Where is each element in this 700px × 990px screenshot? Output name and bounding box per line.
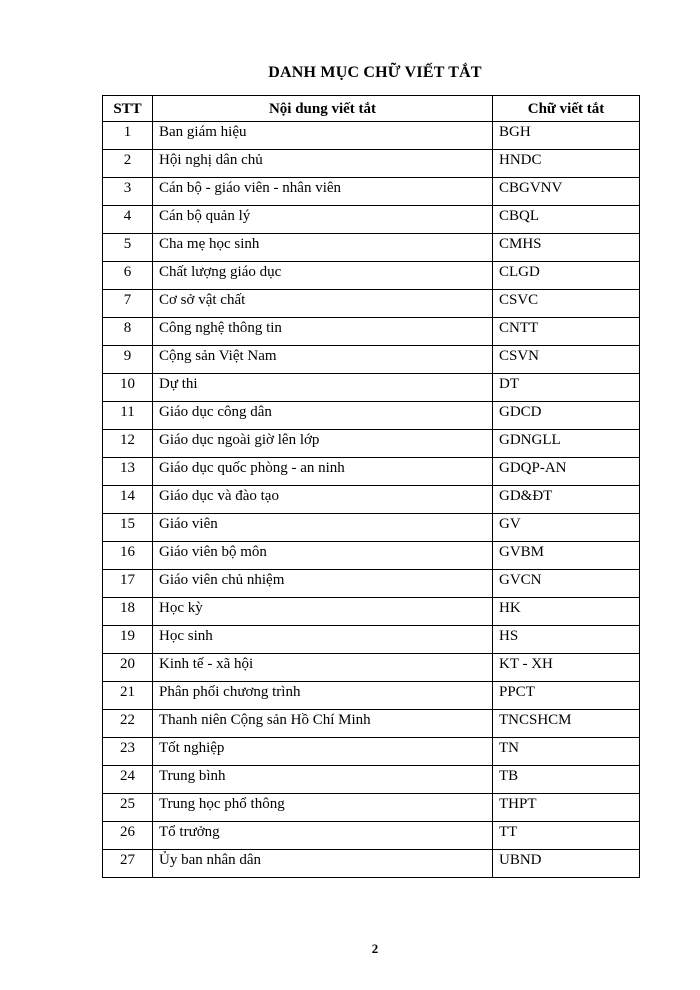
table-row [103,570,640,598]
row-content: Hội nghị dân chủ [153,150,493,178]
table-row [103,626,640,654]
row-abbreviation: TN [493,738,640,766]
table-row [103,486,640,514]
row-content: Cơ sở vật chất [153,290,493,318]
row-content: Giáo viên bộ môn [153,542,493,570]
table-row [103,178,640,206]
row-abbreviation: CSVN [493,346,640,374]
table-row [103,318,640,346]
row-number: 3 [103,178,153,206]
table-row [103,122,640,150]
row-number: 7 [103,290,153,318]
row-abbreviation: TNCSHCM [493,710,640,738]
table-row [103,514,640,542]
row-content: Giáo viên [153,514,493,542]
table-row [103,682,640,710]
table-row [103,794,640,822]
table-row [103,374,640,402]
table-row [103,262,640,290]
row-number: 19 [103,626,153,654]
row-content: Ban giám hiệu [153,122,493,150]
table-row [103,542,640,570]
row-number: 13 [103,458,153,486]
row-number: 25 [103,794,153,822]
row-content: Giáo dục ngoài giờ lên lớp [153,430,493,458]
row-content: Cộng sản Việt Nam [153,346,493,374]
row-number: 23 [103,738,153,766]
row-content: Trung bình [153,766,493,794]
table-row [103,850,640,878]
row-content: Giáo dục và đào tạo [153,486,493,514]
table-row [103,290,640,318]
table-header-row [103,96,640,122]
row-content: Cha mẹ học sinh [153,234,493,262]
row-number: 21 [103,682,153,710]
row-number: 27 [103,850,153,878]
row-content: Kinh tế - xã hội [153,654,493,682]
row-content: Ủy ban nhân dân [153,850,493,878]
table-row [103,206,640,234]
row-abbreviation: DT [493,374,640,402]
row-number: 5 [103,234,153,262]
table-row [103,654,640,682]
row-number: 26 [103,822,153,850]
row-abbreviation: HNDC [493,150,640,178]
table-row [103,458,640,486]
table-row [103,766,640,794]
row-content: Trung học phổ thông [153,794,493,822]
row-number: 4 [103,206,153,234]
row-number: 18 [103,598,153,626]
table-row [103,822,640,850]
row-content: Giáo dục công dân [153,402,493,430]
row-abbreviation: CNTT [493,318,640,346]
row-content: Thanh niên Cộng sản Hồ Chí Minh [153,710,493,738]
row-abbreviation: BGH [493,122,640,150]
row-content: Chất lượng giáo dục [153,262,493,290]
row-abbreviation: TT [493,822,640,850]
abbreviation-table [102,95,640,878]
row-abbreviation: CLGD [493,262,640,290]
row-number: 11 [103,402,153,430]
row-abbreviation: GDNGLL [493,430,640,458]
table-row [103,150,640,178]
row-number: 12 [103,430,153,458]
header-stt: STT [103,96,153,122]
row-content: Công nghệ thông tin [153,318,493,346]
row-content: Tốt nghiệp [153,738,493,766]
header-abbreviation: Chữ viết tắt [493,96,640,122]
table-row [103,430,640,458]
row-number: 8 [103,318,153,346]
table-row [103,738,640,766]
row-abbreviation: CBGVNV [493,178,640,206]
row-content: Học sinh [153,626,493,654]
row-abbreviation: CBQL [493,206,640,234]
table-row [103,234,640,262]
row-abbreviation: TB [493,766,640,794]
row-abbreviation: THPT [493,794,640,822]
row-abbreviation: GV [493,514,640,542]
row-number: 20 [103,654,153,682]
row-content: Cán bộ quản lý [153,206,493,234]
row-abbreviation: HK [493,598,640,626]
row-content: Giáo viên chủ nhiệm [153,570,493,598]
row-abbreviation: HS [493,626,640,654]
row-number: 10 [103,374,153,402]
row-content: Giáo dục quốc phòng - an ninh [153,458,493,486]
row-number: 17 [103,570,153,598]
row-content: Dự thi [153,374,493,402]
table-row [103,402,640,430]
row-number: 24 [103,766,153,794]
table-row [103,710,640,738]
row-number: 22 [103,710,153,738]
row-number: 2 [103,150,153,178]
row-number: 6 [103,262,153,290]
row-abbreviation: CMHS [493,234,640,262]
table-row [103,598,640,626]
row-content: Cán bộ - giáo viên - nhân viên [153,178,493,206]
row-content: Học kỳ [153,598,493,626]
row-abbreviation: GVBM [493,542,640,570]
row-number: 1 [103,122,153,150]
row-abbreviation: UBND [493,850,640,878]
table-row [103,346,640,374]
page-title: DANH MỤC CHỮ VIẾT TẮT [268,64,482,81]
table-body [103,122,640,878]
row-abbreviation: GDQP-AN [493,458,640,486]
row-abbreviation: KT - XH [493,654,640,682]
row-abbreviation: GDCD [493,402,640,430]
row-content: Phân phối chương trình [153,682,493,710]
row-content: Tổ trưởng [153,822,493,850]
row-number: 14 [103,486,153,514]
row-abbreviation: GVCN [493,570,640,598]
row-abbreviation: GD&ĐT [493,486,640,514]
header-content: Nội dung viết tắt [153,96,493,122]
row-number: 16 [103,542,153,570]
row-abbreviation: PPCT [493,682,640,710]
row-abbreviation: CSVC [493,290,640,318]
page-number: 2 [371,941,379,956]
row-number: 9 [103,346,153,374]
row-number: 15 [103,514,153,542]
